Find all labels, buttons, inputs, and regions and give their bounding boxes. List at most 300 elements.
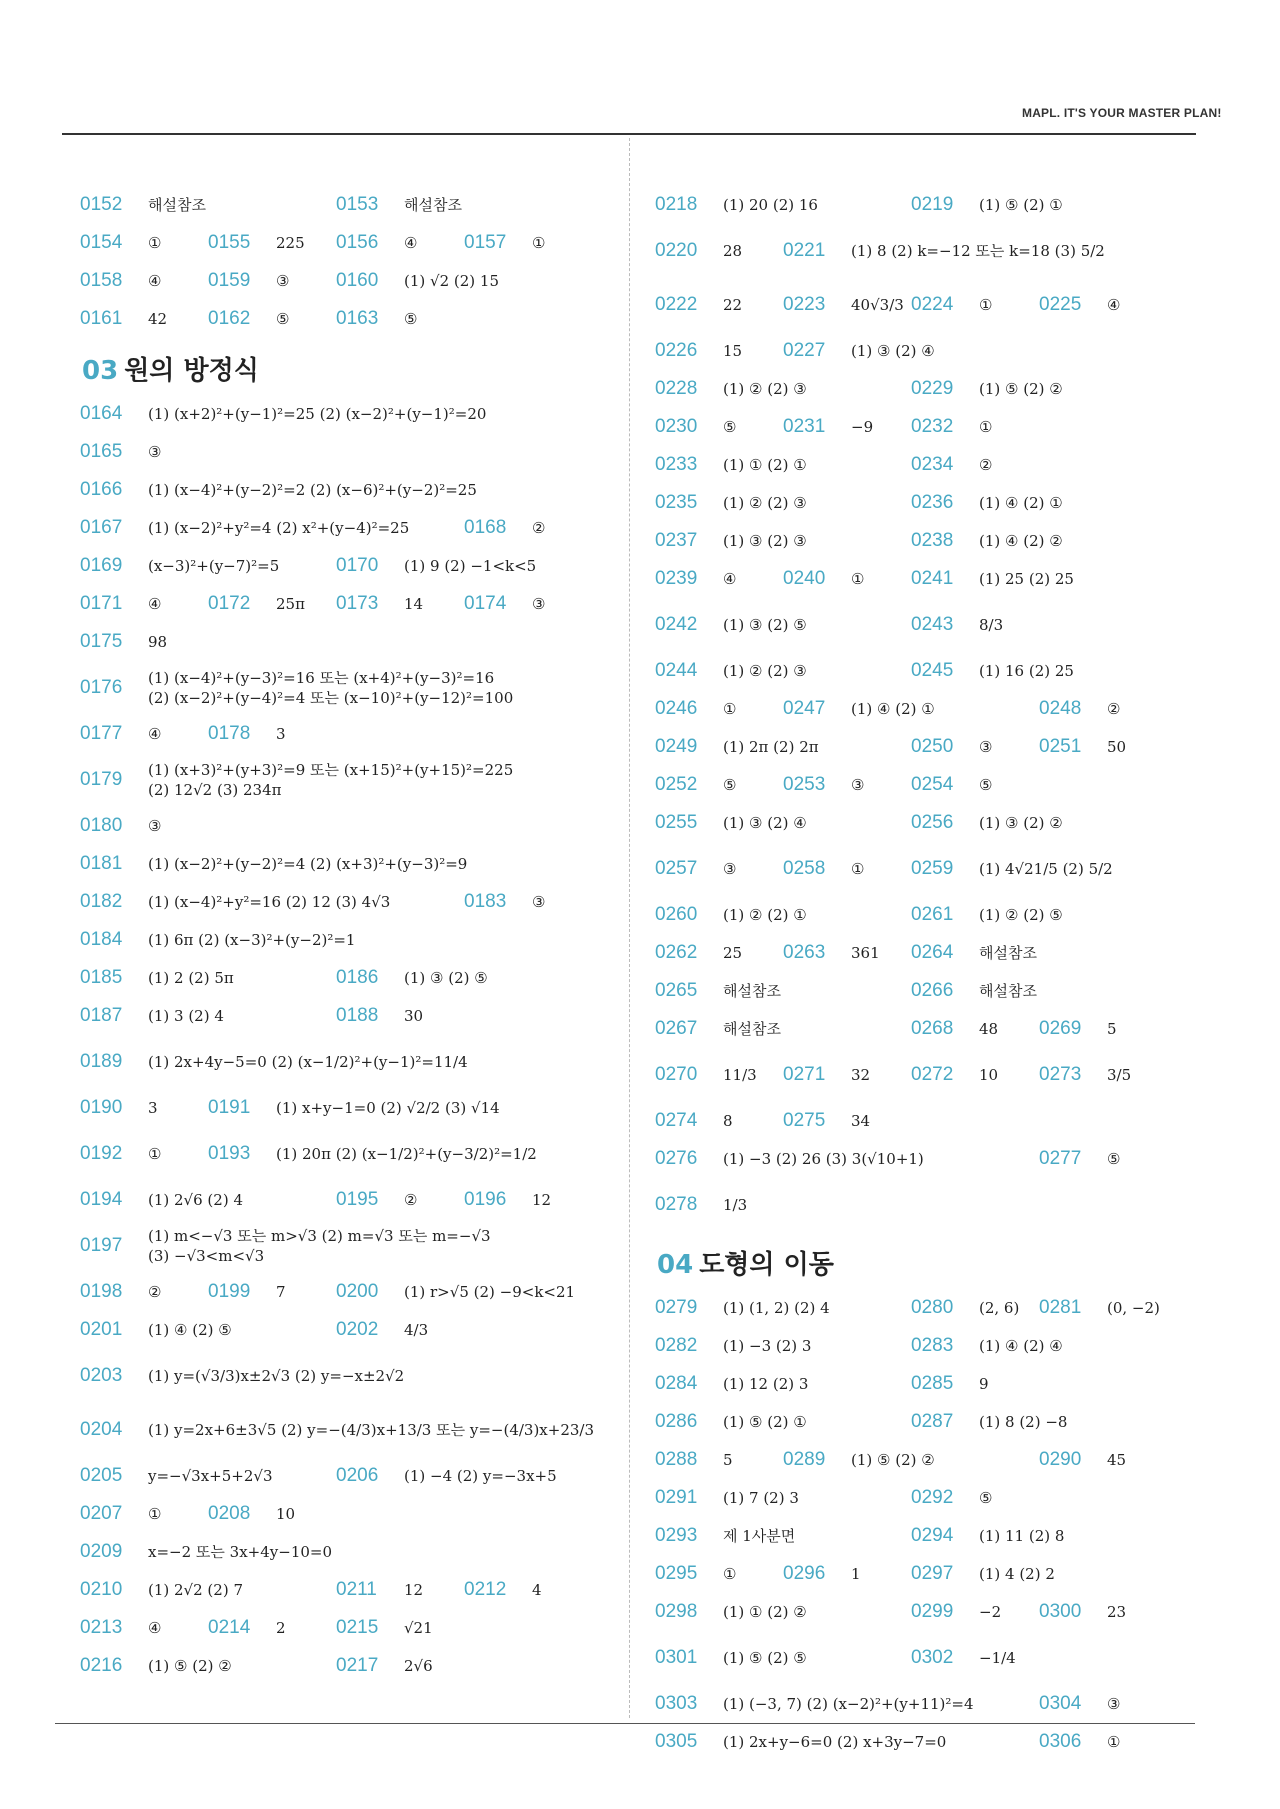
answer-entry (655, 812, 911, 834)
answer-text: ② (532, 518, 546, 537)
problem-number: 0239 (655, 568, 698, 589)
problem-number: 0202 (336, 1319, 379, 1340)
problem-number: 0191 (208, 1097, 251, 1118)
answer-entry (80, 593, 208, 615)
problem-number: 0271 (783, 1064, 826, 1085)
answer-text: ③ (979, 737, 993, 756)
problem-number: 0288 (655, 1449, 698, 1470)
answer-entry (655, 614, 911, 636)
answer-row (655, 278, 1180, 332)
answer-entry (1039, 1601, 1167, 1623)
answer-text: (1) ④ (2) ⑤ (148, 1320, 232, 1339)
problem-number: 0304 (1039, 1693, 1082, 1714)
answer-entry (655, 1563, 783, 1585)
answer-entry (655, 858, 783, 880)
answer-text: ③ (148, 816, 162, 835)
answer-text: (1) 16 (2) 25 (979, 661, 1074, 680)
problem-number: 0240 (783, 568, 826, 589)
answer-entry (336, 1465, 592, 1487)
answer-entry (655, 904, 911, 926)
answer-text: 5 (1107, 1019, 1117, 1038)
answer-entry (208, 593, 336, 615)
problem-number: 0167 (80, 517, 123, 538)
answer-entry (80, 1097, 208, 1119)
answer-text: ④ (1107, 295, 1121, 314)
answer-row (655, 1685, 1180, 1723)
problem-number: 0273 (1039, 1064, 1082, 1085)
answer-text: ① (851, 859, 865, 878)
answer-text (148, 668, 513, 709)
answer-text: 해설참조 (723, 1019, 781, 1038)
answer-entry (208, 1503, 592, 1525)
answer-text: ③ (1107, 1694, 1121, 1713)
answer-text: ④ (148, 1618, 162, 1637)
answer-text: ① (1107, 1732, 1121, 1751)
answer-text: (1) ⑤ (2) ② (148, 1656, 232, 1675)
answer-row (80, 547, 605, 585)
answer-entry (208, 1097, 592, 1119)
answer-entry (783, 568, 911, 590)
problem-number: 0278 (655, 1194, 698, 1215)
problem-number: 0155 (208, 232, 251, 253)
answer-row (655, 408, 1180, 446)
answer-row (655, 690, 1180, 728)
answer-text (148, 760, 513, 801)
problem-number: 0245 (911, 660, 954, 681)
answer-text: 3/5 (1107, 1065, 1132, 1084)
answer-text: 14 (404, 594, 424, 613)
answer-entry (1039, 1731, 1167, 1753)
answer-text: ③ (532, 892, 546, 911)
problem-number: 0206 (336, 1465, 379, 1486)
answer-entry (1039, 1693, 1167, 1715)
answer-row (80, 623, 605, 661)
answer-text: (1) 7 (2) 3 (723, 1488, 799, 1507)
problem-number: 0257 (655, 858, 698, 879)
answer-text: 30 (404, 1006, 424, 1025)
answer-text: (1) ③ (2) ⑤ (723, 615, 807, 634)
answer-row (655, 1517, 1180, 1555)
answer-text: (1) −4 (2) y=−3x+5 (404, 1466, 557, 1485)
answer-entry (464, 891, 592, 913)
answer-entry (208, 232, 336, 254)
answer-text: (1) 2π (2) 2π (723, 737, 819, 756)
answer-entry (783, 240, 1167, 262)
top-rule (62, 133, 1196, 135)
answer-text: ② (404, 1190, 418, 1209)
answer-entry (208, 1143, 592, 1165)
answer-entry (80, 1419, 595, 1441)
answer-entry (911, 1647, 1167, 1669)
answer-text: (1) 2 (2) 5π (148, 968, 234, 987)
problem-number: 0212 (464, 1579, 507, 1600)
problem-number: 0215 (336, 1617, 379, 1638)
answer-entry (80, 1465, 336, 1487)
answer-text: 25π (276, 594, 305, 613)
problem-number: 0230 (655, 416, 698, 437)
answer-text: √21 (404, 1618, 433, 1637)
answer-entry (336, 1655, 592, 1677)
answer-entry (80, 479, 592, 501)
answer-entry (80, 232, 208, 254)
problem-number: 0186 (336, 967, 379, 988)
answer-entry (80, 853, 592, 875)
answer-text: ④ (404, 233, 418, 252)
problem-number: 0195 (336, 1189, 379, 1210)
answer-row (655, 1010, 1180, 1048)
answer-text: ③ (851, 775, 865, 794)
answer-entry (336, 308, 592, 330)
answer-entry (911, 416, 1167, 438)
answer-entry (783, 1064, 911, 1086)
problem-number: 0275 (783, 1110, 826, 1131)
problem-number: 0281 (1039, 1297, 1082, 1318)
problem-number: 0183 (464, 891, 507, 912)
answer-text: ① (148, 233, 162, 252)
answer-text: (1) ④ (2) ① (851, 699, 935, 718)
problem-number: 0298 (655, 1601, 698, 1622)
answer-entry (336, 593, 464, 615)
answer-text: ③ (723, 859, 737, 878)
problem-number: 0285 (911, 1373, 954, 1394)
answer-text: ⑤ (979, 1488, 993, 1507)
answer-entry (911, 378, 1167, 400)
answer-text: (1) ② (2) ⑤ (979, 905, 1063, 924)
answer-entry (80, 1143, 208, 1165)
section-title: 도형의 이동 (699, 1250, 834, 1280)
left-answer-column (80, 186, 605, 1685)
answer-entry (80, 194, 336, 216)
problem-number: 0216 (80, 1655, 123, 1676)
answer-entry (464, 1579, 592, 1601)
problem-number: 0287 (911, 1411, 954, 1432)
answer-entry (911, 454, 1167, 476)
answer-text: 3 (276, 724, 286, 743)
answer-text: (1) ⑤ (2) ② (851, 1450, 935, 1469)
answer-row (80, 1457, 605, 1495)
problem-number: 0236 (911, 492, 954, 513)
answer-entry (80, 517, 464, 539)
answer-entry (80, 668, 592, 709)
answer-row (655, 598, 1180, 652)
answer-entry (655, 492, 911, 514)
problem-number: 0157 (464, 232, 507, 253)
problem-number: 0190 (80, 1097, 123, 1118)
problem-number: 0174 (464, 593, 507, 614)
answer-text: 48 (979, 1019, 999, 1038)
problem-number: 0254 (911, 774, 954, 795)
answer-text: ① (723, 1564, 737, 1583)
answer-entry (464, 517, 592, 539)
answer-entry (464, 1189, 592, 1211)
answer-line: (1) m<−√3 또는 m>√3 (2) m=√3 또는 m=−√3 (148, 1226, 491, 1245)
problem-number: 0296 (783, 1563, 826, 1584)
answer-row (655, 1102, 1180, 1140)
answer-row (655, 224, 1180, 278)
problem-number: 0173 (336, 593, 379, 614)
answer-text: (1) 20 (2) 16 (723, 195, 818, 214)
column-divider (629, 138, 630, 1718)
problem-number: 0234 (911, 454, 954, 475)
problem-number: 0286 (655, 1411, 698, 1432)
answer-entry (208, 723, 592, 745)
answer-row (655, 1327, 1180, 1365)
answer-entry (80, 929, 592, 951)
answer-row (655, 1048, 1180, 1102)
answer-text: (1) 2x+4y−5=0 (2) (x−1/2)²+(y−1)²=11/4 (148, 1052, 468, 1071)
answer-entry (911, 774, 1167, 796)
answer-row (655, 842, 1180, 896)
problem-number: 0268 (911, 1018, 954, 1039)
answer-row (655, 1178, 1180, 1232)
answer-row (80, 1533, 605, 1571)
answer-entry (80, 270, 208, 292)
answer-text: (1) ⑤ (2) ① (723, 1412, 807, 1431)
problem-number: 0276 (655, 1148, 698, 1169)
answer-row (80, 585, 605, 623)
problem-number: 0208 (208, 1503, 251, 1524)
answer-row (655, 370, 1180, 408)
answer-entry (80, 1655, 336, 1677)
answer-entry (80, 308, 208, 330)
answer-text: −9 (851, 417, 874, 436)
answer-row (80, 845, 605, 883)
answer-text: (1) 4√21/5 (2) 5/2 (979, 859, 1113, 878)
answer-entry (80, 441, 592, 463)
answer-entry (655, 1297, 911, 1319)
answer-row (80, 997, 605, 1035)
problem-number: 0170 (336, 555, 379, 576)
answer-text: (1) ④ (2) ② (979, 531, 1063, 550)
problem-number: 0163 (336, 308, 379, 329)
problem-number: 0277 (1039, 1148, 1082, 1169)
answer-text: (1) ① (2) ② (723, 1602, 807, 1621)
answer-row (80, 1609, 605, 1647)
answer-entry (80, 815, 592, 837)
answer-text: 해설참조 (979, 981, 1037, 1000)
problem-number: 0260 (655, 904, 698, 925)
answer-entry (911, 980, 1167, 1002)
answer-row (655, 804, 1180, 842)
problem-number: 0270 (655, 1064, 698, 1085)
problem-number: 0207 (80, 1503, 123, 1524)
problem-number: 0158 (80, 270, 123, 291)
problem-number: 0269 (1039, 1018, 1082, 1039)
problem-number: 0279 (655, 1297, 698, 1318)
answer-row (655, 186, 1180, 224)
problem-number: 0171 (80, 593, 123, 614)
problem-number: 0241 (911, 568, 954, 589)
answer-text: ⑤ (276, 309, 290, 328)
answer-row (80, 471, 605, 509)
answer-row (655, 934, 1180, 972)
answer-text: ③ (532, 594, 546, 613)
answer-text: (1) (1, 2) (2) 4 (723, 1298, 830, 1317)
answer-entry (911, 1601, 1039, 1623)
answer-row (80, 753, 605, 807)
answer-text: (1) (x−2)²+y²=4 (2) x²+(y−4)²=25 (148, 518, 410, 537)
answer-entry (1039, 1018, 1167, 1040)
answer-text: ① (148, 1504, 162, 1523)
answer-row (80, 807, 605, 845)
problem-number: 0248 (1039, 698, 1082, 719)
answer-entry (783, 774, 911, 796)
brand-header: MAPL. IT'S YOUR MASTER PLAN! (1022, 106, 1222, 120)
answer-text: 23 (1107, 1602, 1127, 1621)
problem-number: 0292 (911, 1487, 954, 1508)
answer-text: ③ (148, 442, 162, 461)
answer-text: 해설참조 (723, 981, 781, 1000)
problem-number: 0283 (911, 1335, 954, 1356)
answer-entry (655, 1487, 911, 1509)
answer-row (655, 1365, 1180, 1403)
answer-entry (80, 1281, 208, 1303)
answer-entry (80, 1503, 208, 1525)
answer-text: ④ (148, 271, 162, 290)
answer-text: (1) (x+2)²+(y−1)²=25 (2) (x−2)²+(y−1)²=20 (148, 404, 487, 423)
answer-text: ② (979, 455, 993, 474)
answer-row (80, 1089, 605, 1127)
answer-entry (80, 723, 208, 745)
problem-number: 0221 (783, 240, 826, 261)
answer-entry (911, 1297, 1039, 1319)
answer-text: (1) ② (2) ① (723, 905, 807, 924)
answer-text: ① (723, 699, 737, 718)
answer-text: ⑤ (723, 417, 737, 436)
problem-number: 0204 (80, 1419, 123, 1440)
problem-number: 0303 (655, 1693, 698, 1714)
problem-number: 0154 (80, 232, 123, 253)
answer-line: (1) (x+3)²+(y+3)²=9 또는 (x+15)²+(y+15)²=225 (148, 760, 514, 779)
problem-number: 0233 (655, 454, 698, 475)
problem-number: 0168 (464, 517, 507, 538)
answer-row (80, 921, 605, 959)
answer-entry (783, 698, 1039, 720)
answer-text: 2 (276, 1618, 286, 1637)
answer-entry (783, 1110, 1167, 1132)
answer-row (655, 1555, 1180, 1593)
problem-number: 0165 (80, 441, 123, 462)
answer-entry (655, 378, 911, 400)
answer-entry (80, 1189, 336, 1211)
answer-entry (655, 240, 783, 262)
answer-entry (655, 980, 911, 1002)
problem-number: 0203 (80, 1365, 123, 1386)
answer-text: ① (851, 569, 865, 588)
answer-text: 12 (532, 1190, 552, 1209)
answer-row (80, 509, 605, 547)
answer-entry (336, 1189, 464, 1211)
answer-text: (1) y=(√3/3)x±2√3 (2) y=−x±2√2 (148, 1366, 405, 1385)
answer-row (80, 959, 605, 997)
answer-entry (336, 270, 592, 292)
answer-row (655, 766, 1180, 804)
answer-entry (655, 1373, 911, 1395)
answer-entry (1039, 1449, 1167, 1471)
answer-row (80, 661, 605, 715)
answer-entry (655, 1335, 911, 1357)
problem-number: 0255 (655, 812, 698, 833)
answer-text: (1) x+y−1=0 (2) √2/2 (3) √14 (276, 1098, 500, 1117)
problem-number: 0305 (655, 1731, 698, 1752)
answer-row (655, 1631, 1180, 1685)
section-heading (655, 1232, 1180, 1289)
answer-row (80, 883, 605, 921)
problem-number: 0235 (655, 492, 698, 513)
problem-number: 0184 (80, 929, 123, 950)
problem-number: 0177 (80, 723, 123, 744)
answer-entry (655, 698, 783, 720)
answer-entry (911, 812, 1167, 834)
problem-number: 0258 (783, 858, 826, 879)
answer-text: 해설참조 (979, 943, 1037, 962)
answer-row (655, 1289, 1180, 1327)
problem-number: 0264 (911, 942, 954, 963)
answer-entry (208, 308, 336, 330)
problem-number: 0188 (336, 1005, 379, 1026)
answer-entry (911, 194, 1167, 216)
answer-row (655, 484, 1180, 522)
answer-entry (208, 1617, 336, 1639)
answer-row (80, 1127, 605, 1181)
problem-number: 0201 (80, 1319, 123, 1340)
problem-number: 0300 (1039, 1601, 1082, 1622)
problem-number: 0175 (80, 631, 123, 652)
answer-text: 22 (723, 295, 743, 314)
problem-number: 0272 (911, 1064, 954, 1085)
answer-entry (911, 1525, 1167, 1547)
answer-text: 7 (276, 1282, 286, 1301)
answer-entry (80, 760, 592, 801)
section-number: 03 (82, 356, 119, 386)
answer-row (80, 1181, 605, 1219)
answer-text: ① (532, 233, 546, 252)
answer-text: 25 (723, 943, 743, 962)
section-heading (80, 338, 605, 395)
problem-number: 0169 (80, 555, 123, 576)
problem-number: 0293 (655, 1525, 698, 1546)
answer-row (655, 1593, 1180, 1631)
problem-number: 0217 (336, 1655, 379, 1676)
answer-text: 4 (532, 1580, 542, 1599)
answer-text: x=−2 또는 3x+4y−10=0 (148, 1542, 333, 1561)
problem-number: 0214 (208, 1617, 251, 1638)
answer-text: 32 (851, 1065, 871, 1084)
answer-entry (80, 1226, 592, 1267)
problem-number: 0295 (655, 1563, 698, 1584)
answer-text: (1) ② (2) ③ (723, 493, 807, 512)
answer-entry (911, 530, 1167, 552)
answer-entry (80, 1541, 592, 1563)
answer-entry (208, 270, 336, 292)
problem-number: 0231 (783, 416, 826, 437)
answer-entry (911, 858, 1167, 880)
answer-entry (911, 1487, 1167, 1509)
answer-text: 8 (723, 1111, 733, 1130)
problem-number: 0262 (655, 942, 698, 963)
answer-entry (655, 1194, 1167, 1216)
answer-row (655, 1479, 1180, 1517)
problem-number: 0197 (80, 1235, 123, 1256)
problem-number: 0198 (80, 1281, 123, 1302)
answer-row (80, 262, 605, 300)
problem-number: 0267 (655, 1018, 698, 1039)
answer-text: (1) √2 (2) 15 (404, 271, 499, 290)
answer-entry (911, 904, 1167, 926)
problem-number: 0253 (783, 774, 826, 795)
problem-number: 0199 (208, 1281, 251, 1302)
problem-number: 0306 (1039, 1731, 1082, 1752)
